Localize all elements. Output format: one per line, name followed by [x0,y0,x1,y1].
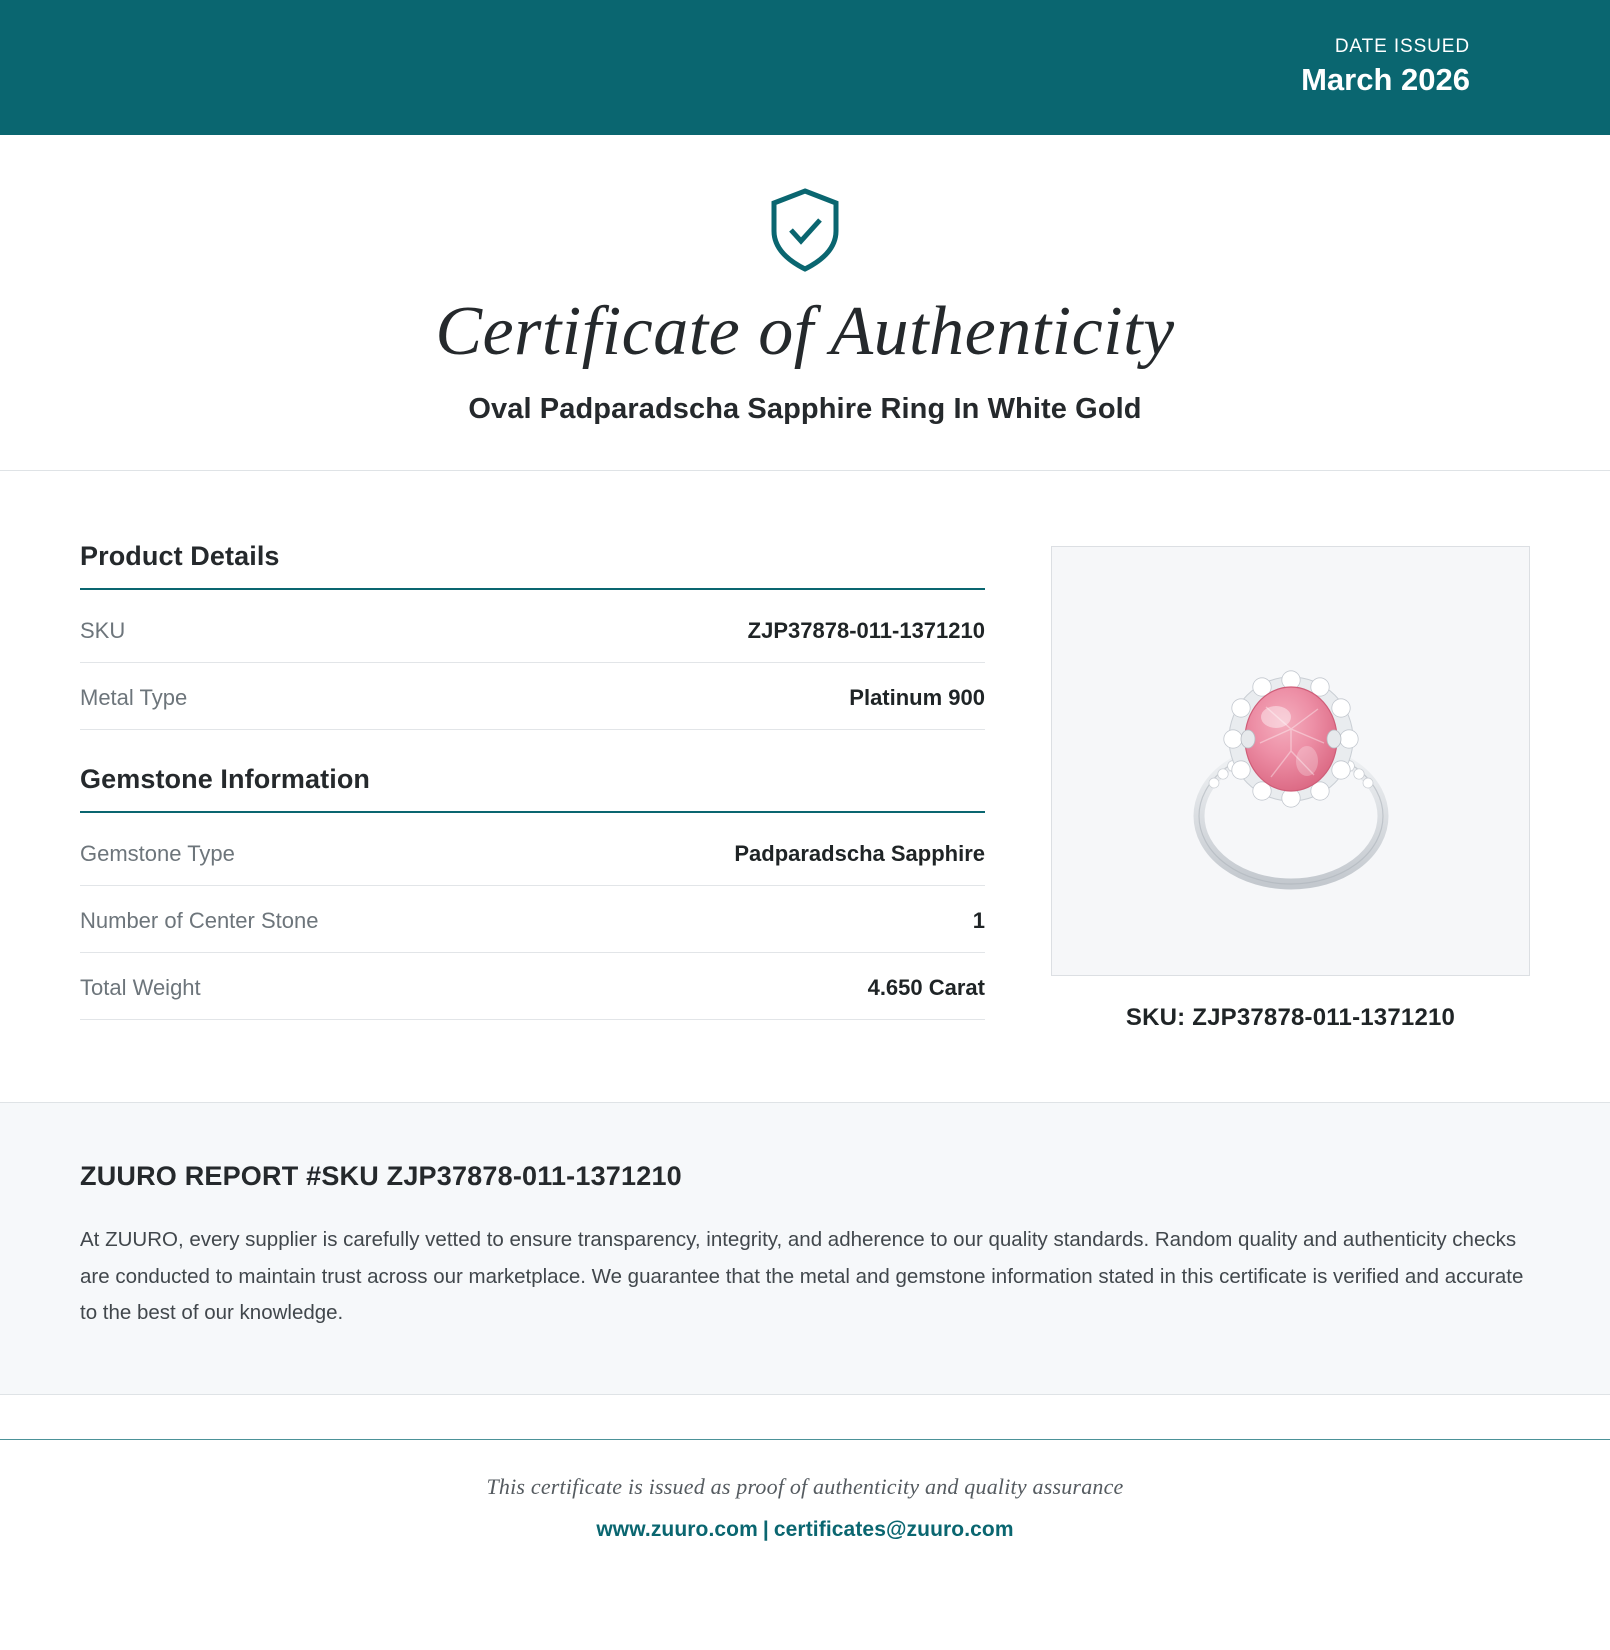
section-divider [80,811,985,813]
spec-label: Number of Center Stone [80,908,319,934]
spec-value: ZJP37878-011-1371210 [747,618,985,644]
shield-check-icon [40,187,1570,273]
product-image-sku-caption: SKU: ZJP37878-011-1371210 [1125,1004,1456,1032]
product-image [1051,546,1530,976]
spec-value: Platinum 900 [849,685,985,711]
table-row [80,819,985,886]
footer-links [0,1518,1610,1542]
gemstone-information-heading: Gemstone Information [80,764,371,795]
email-link[interactable]: certificates@zuuro.com [773,1517,1014,1541]
page-title: Certificate of Authenticity [435,293,1175,370]
spec-label: SKU [80,618,126,644]
date-issued-value: March 2026 [1301,62,1470,98]
product-details-heading: Product Details [80,541,280,572]
website-link[interactable]: www.zuuro.com [596,1517,758,1541]
title-block [0,135,1610,471]
zuuro-report-section [0,1103,1610,1394]
spec-label: Metal Type [80,685,188,711]
section-spacer [80,730,985,764]
table-row [80,953,985,1020]
gemstone-information-section [80,764,985,1020]
footer-link-separator: | [762,1517,769,1541]
table-row [80,886,985,953]
spec-value: 1 [972,908,985,934]
main-content [0,471,1610,1103]
report-body-text: At ZUURO, every supplier is carefully vetted to ensure transparency, integrity, and adherence to our quality standards. Random quality and authenticity checks are conducted to maintain trust across our marketplace. We guarantee that the metal and gemstone information stated in this certificate is verified and accurate to the best of our knowledge. [80,1228,1524,1325]
date-issued-label: DATE ISSUED [1334,35,1470,57]
details-column [80,541,985,1032]
section-divider [80,588,985,590]
table-row [80,596,985,663]
product-details-section [80,541,985,730]
spec-value: Padparadscha Sapphire [734,841,985,867]
footer-tagline: This certificate is issued as proof of authenticity and quality assurance [486,1473,1124,1499]
product-subtitle: Oval Padparadscha Sapphire Ring In White Gold [468,393,1142,426]
footer [0,1395,1610,1542]
spec-label: Total Weight [80,975,201,1001]
spec-label: Gemstone Type [80,841,235,867]
product-image-column [1051,541,1530,1032]
footer-divider [0,1439,1610,1440]
spec-value: 4.650 Carat [867,975,985,1001]
report-heading: ZUURO REPORT #SKU ZJP37878-011-1371210 [80,1161,682,1192]
header-bar [0,0,1610,135]
table-row [80,663,985,730]
